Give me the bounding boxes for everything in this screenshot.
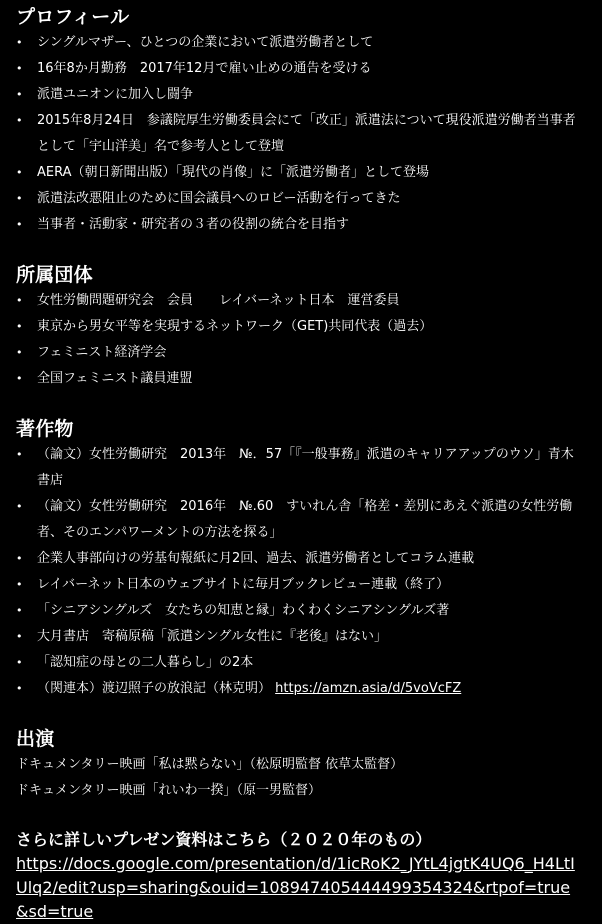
- works-heading: 著作物: [16, 418, 74, 440]
- work-item: • 大月書店 寄稿原稿「派遣シングル女性に『老後』はない」: [16, 624, 582, 650]
- group-item: • 東京から男女平等を実現するネットワーク（GET)共同代表（過去）: [16, 314, 582, 340]
- appearance-line: ドキュメンタリー映画「れいわ一揆」（原一男監督）: [16, 783, 321, 798]
- related-book-text: （関連本）渡辺照子の放浪記（林克明）: [37, 681, 272, 696]
- group-item: • 女性労働問題研究会 会員 レイバーネット日本 運営委員: [16, 288, 582, 314]
- presentation-heading: さらに詳しいプレゼン資料はこちら（２０２０年のもの）: [16, 830, 432, 849]
- appearances-heading: 出演: [16, 728, 55, 750]
- group-item: • 全国フェミニスト議員連盟: [16, 366, 582, 392]
- profile-item: • 派遣ユニオンに加入し闘争: [16, 82, 582, 108]
- work-item-related-book: [16, 676, 582, 702]
- presentation-link[interactable]: https://docs.google.com/presentation/d/1icRoK2_JYtL4jgtK4UQ6_H4LtIUlq2/edit?usp=sharing&ouid=108947405444499354324&rtpof=true&sd=true: [16, 854, 575, 921]
- spacer: [16, 804, 582, 828]
- amazon-link[interactable]: https://amzn.asia/d/5voVcFZ: [275, 681, 462, 696]
- groups-section: [16, 262, 582, 392]
- profile-item: • 派遣法改悪阻止のために国会議員へのロビー活動を行ってきた: [16, 186, 582, 212]
- profile-page-content: [16, 4, 582, 924]
- works-section: [16, 416, 582, 702]
- appearance-line: ドキュメンタリー映画「私は黙らない」（松原明監督 依草太監督）: [16, 757, 404, 772]
- work-item: • 企業人事部向けの労基旬報紙に月2回、過去、派遣労働者としてコラム連載: [16, 546, 582, 572]
- profile-section: [16, 4, 582, 238]
- appearances-section: [16, 726, 582, 804]
- works-list: [16, 442, 582, 702]
- profile-item: • AERA（朝日新聞出版）「現代の肖像」に「派遣労働者」として登場: [16, 160, 582, 186]
- groups-heading: 所属団体: [16, 264, 93, 286]
- work-item: • （論文）女性労働研究 2013年 №．57「『一般事務』派遣のキャリアアップのウソ」青木書店: [16, 442, 582, 494]
- groups-list: [16, 288, 582, 392]
- work-item: • レイバーネット日本のウェブサイトに毎月ブックレビュー連載（終了）: [16, 572, 582, 598]
- profile-item: • シングルマザー、ひとつの企業において派遣労働者として: [16, 30, 582, 56]
- work-item: • （論文）女性労働研究 2016年 №.60 すいれん舎「格差・差別にあえぐ派遣の女性労働者、そのエンパワーメントの方法を探る」: [16, 494, 582, 546]
- profile-heading: プロフィール: [16, 6, 130, 28]
- work-item: • 「認知症の母との二人暮らし」の2本: [16, 650, 582, 676]
- profile-item: • 16年8か月勤務 2017年12月で雇い止めの通告を受ける: [16, 56, 582, 82]
- profile-item: • 2015年8月24日 参議院厚生労働委員会にて「改正」派遣法について現役派遣労働者当事者として「宇山洋美」名で参考人として登壇: [16, 108, 582, 160]
- spacer: [16, 238, 582, 262]
- spacer: [16, 392, 582, 416]
- spacer: [16, 702, 582, 726]
- presentation-section: [16, 828, 582, 924]
- group-item: • フェミニスト経済学会: [16, 340, 582, 366]
- profile-list: [16, 30, 582, 238]
- profile-item: • 当事者・活動家・研究者の３者の役割の統合を目指す: [16, 212, 582, 238]
- work-item: • 「シニアシングルズ 女たちの知恵と縁」わくわくシニアシングルズ著: [16, 598, 582, 624]
